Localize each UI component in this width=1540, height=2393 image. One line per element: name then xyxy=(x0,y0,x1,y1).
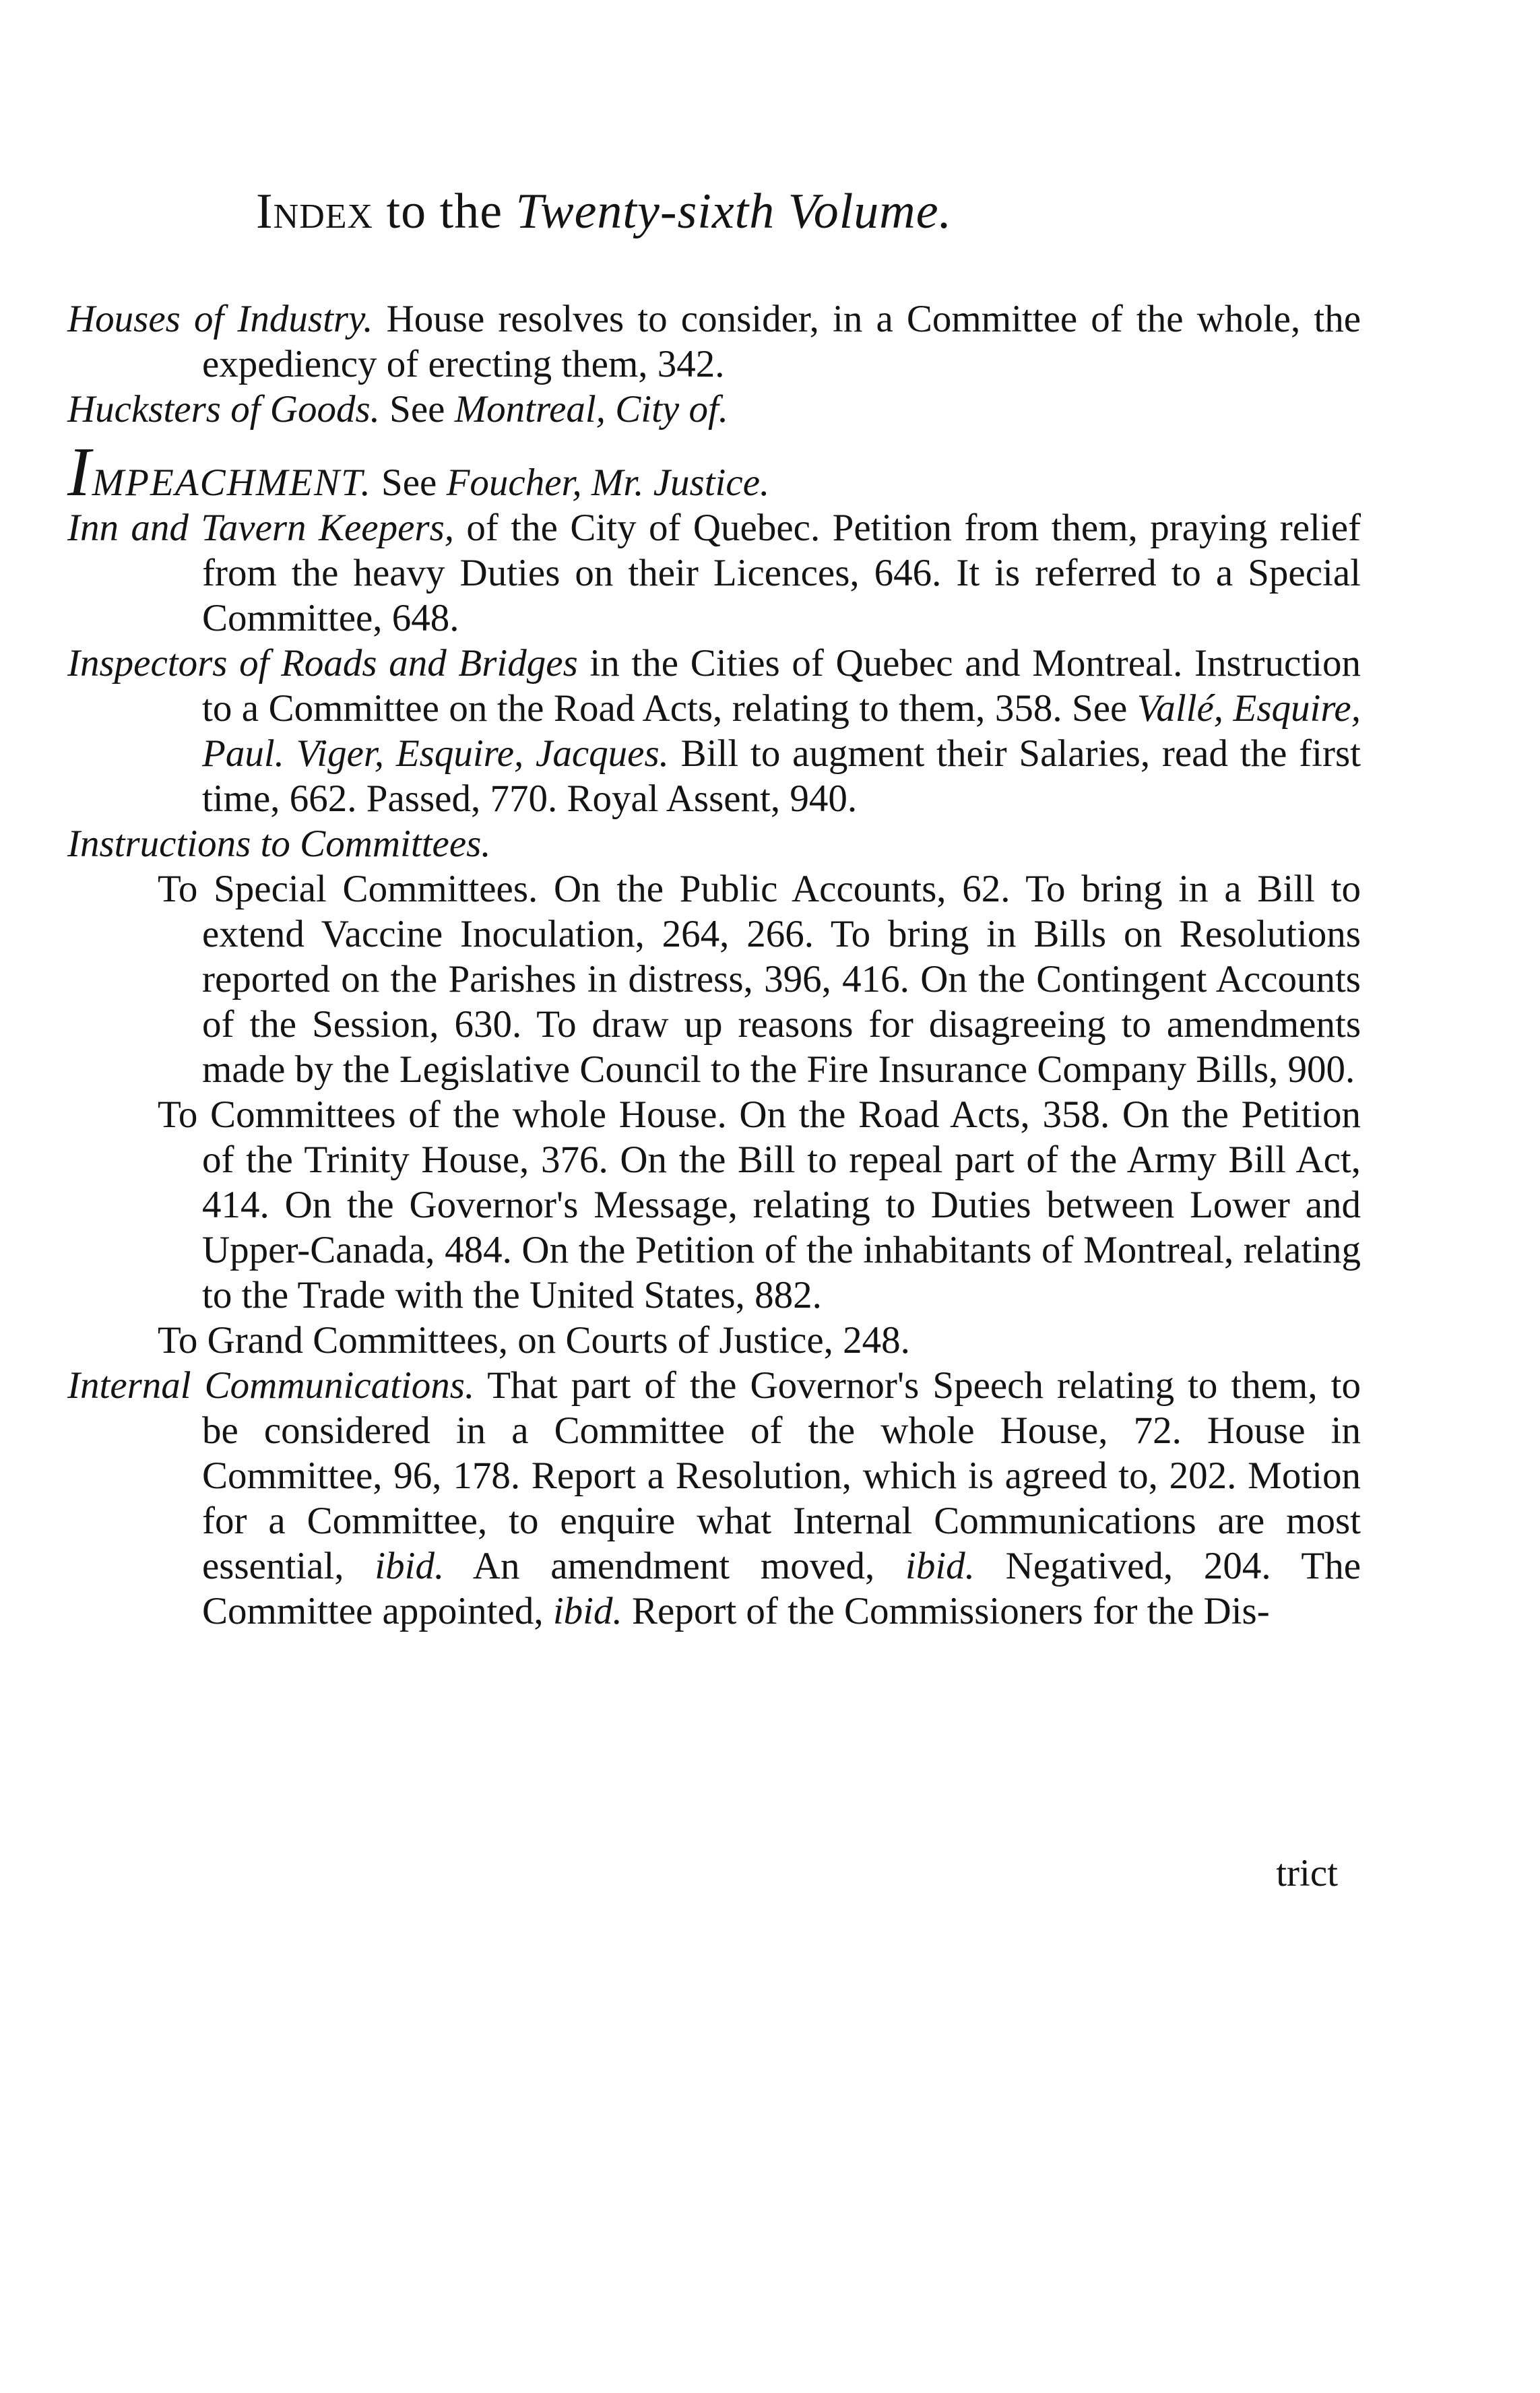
section-heading-initial: I xyxy=(67,433,92,511)
entry-heading: Houses of Industry. xyxy=(67,298,373,340)
entry-text: of the City of Quebec. Petition from them, praying relief from the heavy Duties on their Licences, 646. It is referred to a Special Committee, 648. xyxy=(202,507,1361,639)
entry-ibid: ibid. xyxy=(905,1545,975,1587)
index-subentry-special-committees: To Special Committees. On the Public Accounts, 62. To bring in a Bill to extend Vaccine Inoculation, 264, 266. To bring in Bills on Resolutions reported on the Parishes in distress, 396, 416. On the Contingent Accounts of the Session, 630. To draw up reasons for disagreeing to amendments made by the Legislative Council to the Fire Insurance Company Bills, 900. xyxy=(158,868,1361,1091)
index-entry-inspectors-roads xyxy=(67,641,1361,821)
entry-cross-reference: Vallé, Esquire, Paul. Viger, Esquire, Jacques. xyxy=(202,687,1361,775)
index-entry-instructions-heading xyxy=(67,821,1361,866)
header-volume-title: Twenty-sixth Volume. xyxy=(515,184,953,239)
entry-heading: Instructions to Committees. xyxy=(67,823,491,865)
entry-heading: Hucksters of Goods. xyxy=(67,388,380,430)
index-entry-inn-tavern-keepers xyxy=(67,505,1361,641)
entry-text: See xyxy=(371,461,447,504)
header-index-word: Index xyxy=(256,184,374,239)
index-body xyxy=(67,296,1361,1634)
index-entry-houses-of-industry xyxy=(67,296,1361,387)
section-heading-rest: MPEACHMENT. xyxy=(92,461,372,504)
entry-ibid: ibid. xyxy=(375,1545,445,1587)
entry-text: House resolves to consider, in a Committee of the whole, the expediency of erecting them, 342. xyxy=(202,298,1361,385)
catchword: trict xyxy=(1276,1852,1338,1894)
section-heading xyxy=(67,433,372,511)
entry-heading: Inspectors of Roads and Bridges xyxy=(67,642,578,684)
entry-text: That part of the Governor's Speech relating to them, to be considered in a Committee of the whole House, 72. House in Committee, 96, 178. Report a Resolution, which is agreed to, 202. Motion for a Committee, to enquire what Internal Communications are most essential, xyxy=(202,1364,1361,1587)
index-entry-internal-communications xyxy=(67,1363,1361,1634)
index-subentry-committees-whole-house: To Committees of the whole House. On the Road Acts, 358. On the Petition of the Trinity House, 376. On the Bill to repeal part of the Army Bill Act, 414. On the Governor's Message, relating to Duties between Lower and Upper-Canada, 484. On the Petition of the inhabitants of Montreal, relating to the Trade with the United States, 882. xyxy=(158,1093,1361,1316)
index-entry-hucksters xyxy=(67,387,1361,432)
entry-text: An amendment moved, xyxy=(444,1545,905,1587)
entry-text: See xyxy=(379,388,455,430)
entry-heading: Internal Communications. xyxy=(67,1364,475,1407)
entry-cross-reference: Montreal, City of. xyxy=(454,388,729,430)
entry-text-continued: Bill to augment their Salaries, read the first time, 662. Passed, 770. Royal Assent, 940. xyxy=(202,732,1361,820)
entry-ibid: ibid. xyxy=(552,1590,622,1632)
page-header xyxy=(256,183,952,241)
entry-text: Negatived, 204. The Committee appointed, xyxy=(202,1545,1361,1632)
index-subentry-grand-committees: To Grand Committees, on Courts of Justice, 248. xyxy=(158,1319,910,1362)
entry-text: Report of the Commissioners for the Dis- xyxy=(622,1590,1270,1632)
header-to-the: to the xyxy=(373,184,516,239)
entry-heading: Inn and Tavern Keepers, xyxy=(67,507,455,549)
entry-cross-reference: Foucher, Mr. Justice. xyxy=(446,461,770,504)
index-section-impeachment xyxy=(67,433,1361,511)
entry-text: in the Cities of Quebec and Montreal. Instruction to a Committee on the Road Acts, relating to them, 358. See xyxy=(202,642,1361,730)
